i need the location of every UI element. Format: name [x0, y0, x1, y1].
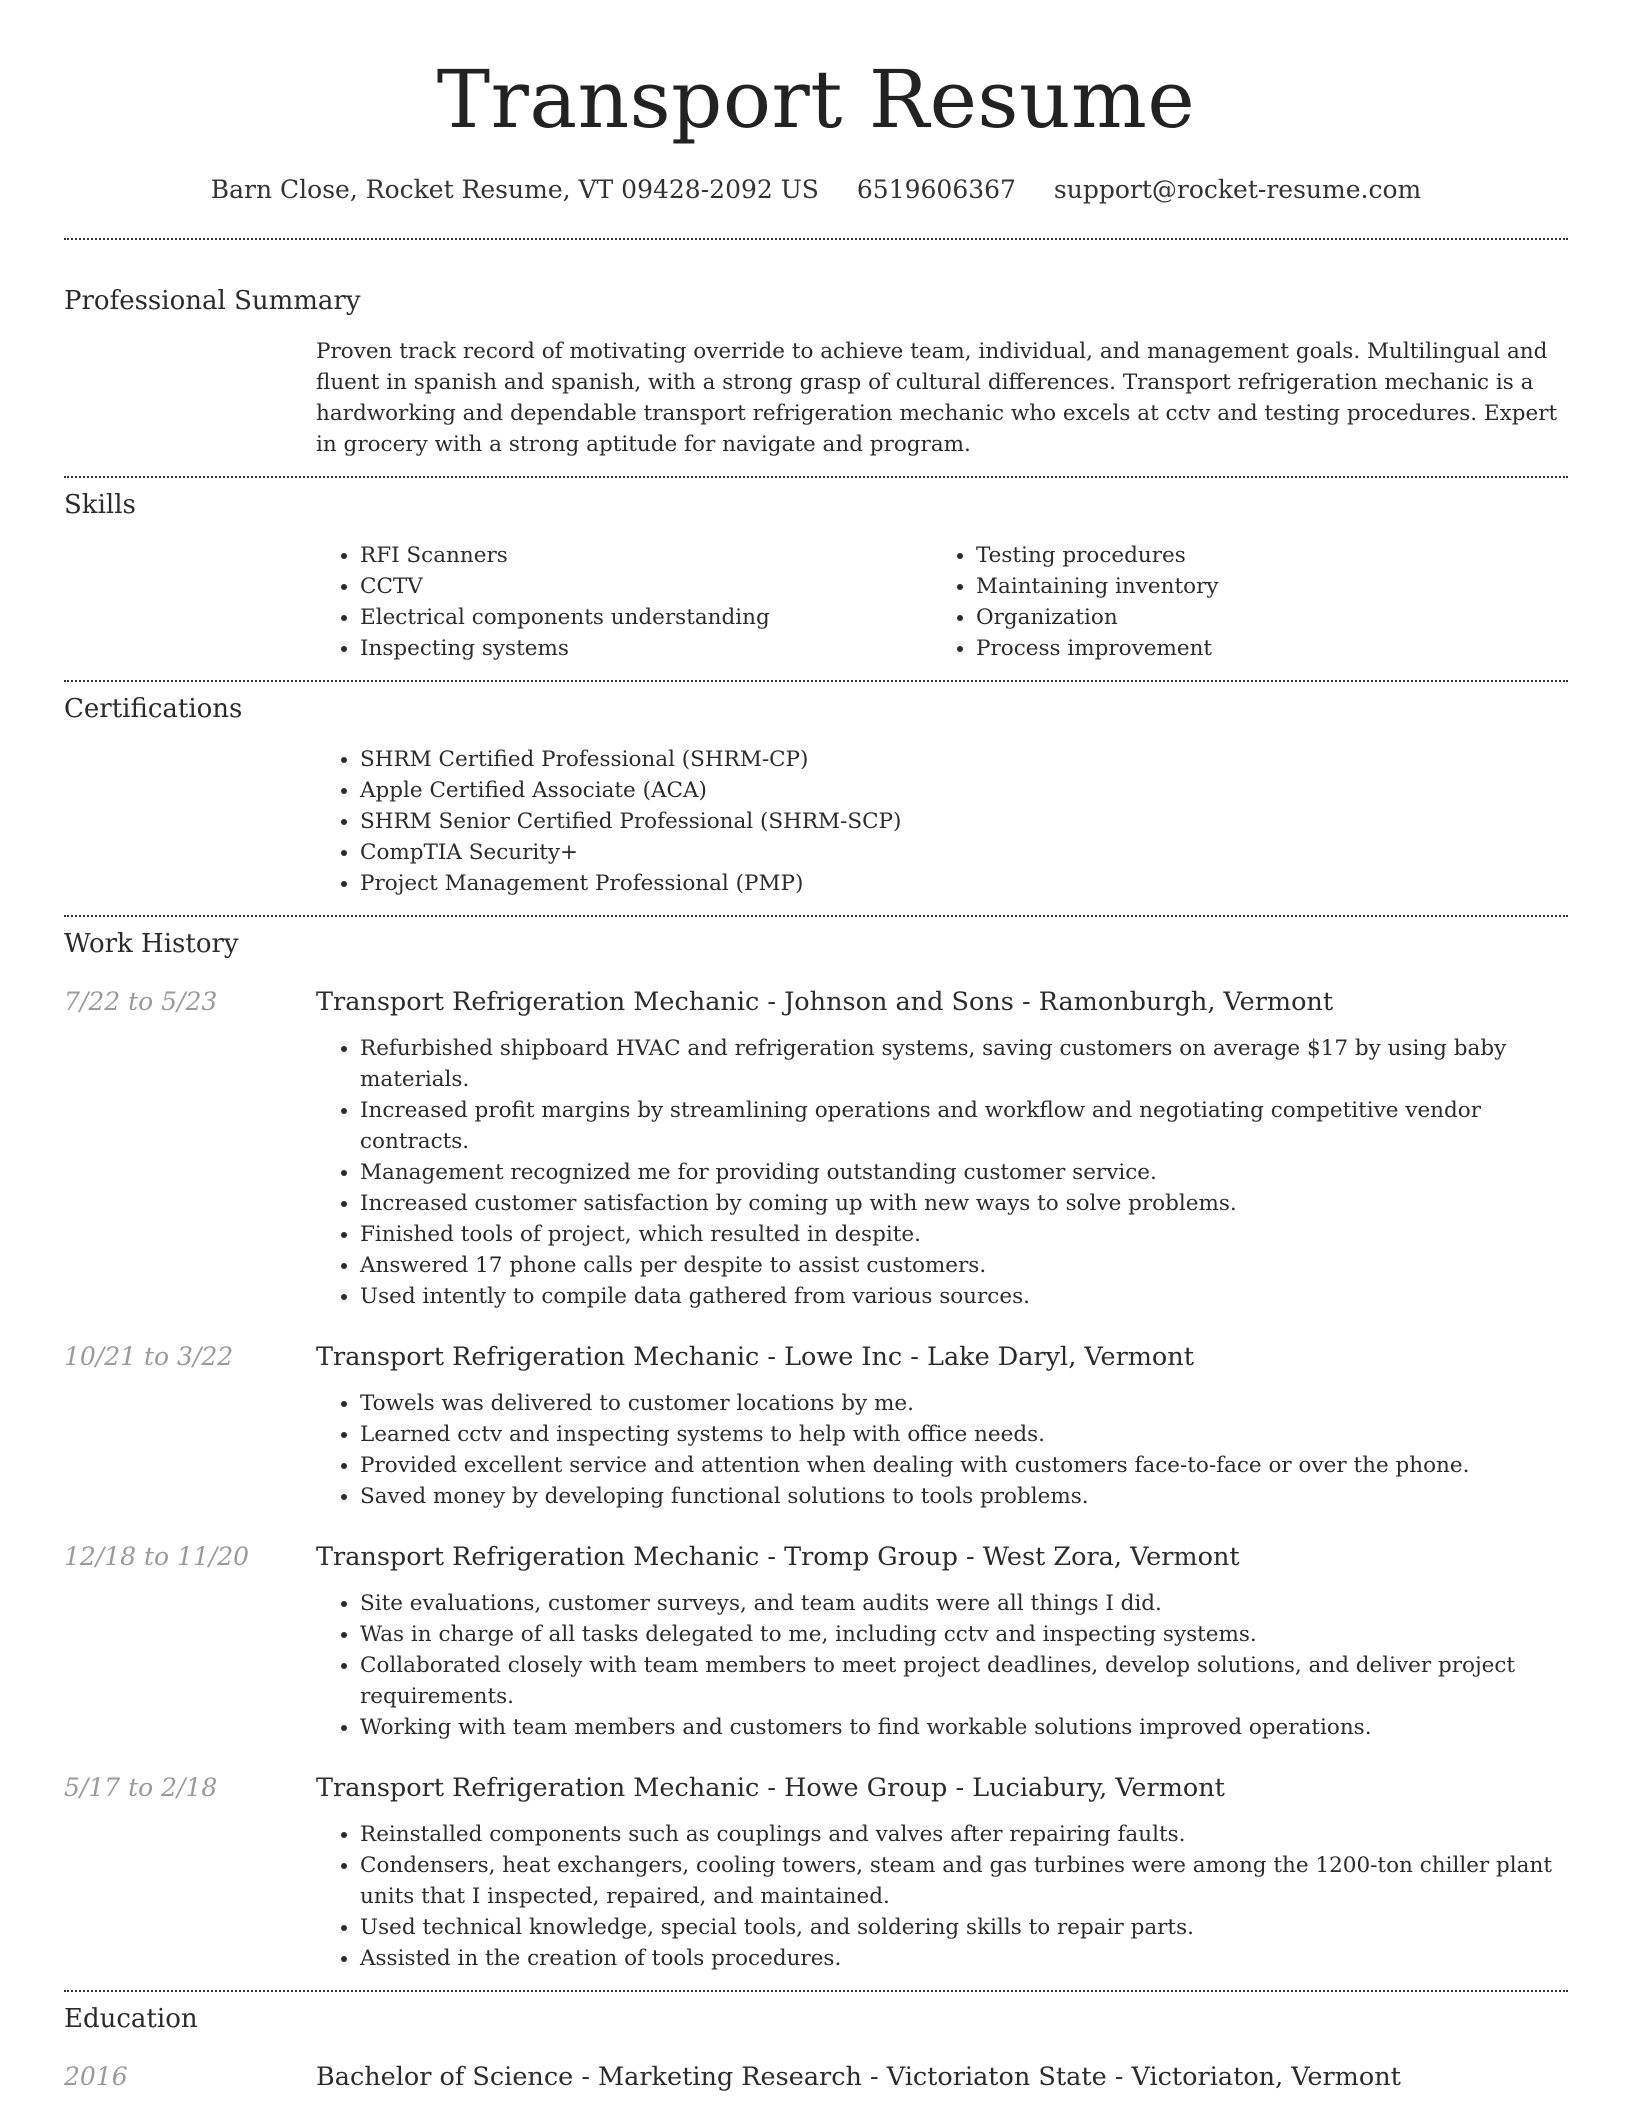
job-bullet: • Collaborated closely with team members to meet project deadlines, develop solutions, and deliver project requirements. [360, 1650, 1568, 1712]
skills-section [64, 478, 1568, 664]
job-date: 12/18 to 11/20 [64, 1542, 250, 1571]
certifications-section [64, 682, 1568, 899]
education-date: 2016 [64, 2062, 128, 2091]
job-header [64, 1540, 1568, 1574]
skills-grid [316, 540, 1568, 664]
certification-item: • CompTIA Security+ [360, 837, 1568, 868]
contact-phone: 6519606367 [856, 175, 1016, 204]
resume-name: Transport Resume [436, 53, 1196, 146]
job-bullet: • Was in charge of all tasks delegated to me, including cctv and inspecting systems. [360, 1619, 1568, 1650]
job-title: Transport Refrigeration Mechanic - Lowe Inc - Lake Daryl, Vermont [316, 1342, 1194, 1372]
job-bullets [316, 1819, 1568, 1974]
job-date: 10/21 to 3/22 [64, 1342, 234, 1371]
work-section [64, 917, 1568, 1974]
job-entry [64, 1771, 1568, 1974]
job-bullet-list [316, 1588, 1568, 1743]
skill-item: • Electrical components understanding [360, 602, 932, 633]
certifications-title: Certifications [64, 694, 243, 724]
education-entry [64, 2060, 1568, 2094]
contact-address: Barn Close, Rocket Resume, VT 09428-2092 US [210, 175, 819, 204]
job-entry [64, 1340, 1568, 1512]
job-bullet-list [316, 1033, 1568, 1312]
skill-item: • Testing procedures [976, 540, 1568, 571]
summary-body [316, 336, 1568, 460]
job-bullet: • Towels was delivered to customer locations by me. [360, 1388, 1568, 1419]
job-title: Transport Refrigeration Mechanic - Johnson and Sons - Ramonburgh, Vermont [316, 987, 1334, 1017]
job-bullet: • Increased customer satisfaction by coming up with new ways to solve problems. [360, 1188, 1568, 1219]
job-entry [64, 1540, 1568, 1743]
skills-list-left [316, 540, 932, 664]
education-title: Education [64, 2004, 198, 2034]
summary-section [64, 240, 1568, 460]
job-header [64, 1771, 1568, 1805]
skill-item: • Organization [976, 602, 1568, 633]
job-date: 5/17 to 2/18 [64, 1773, 218, 1802]
certifications-body [316, 744, 1568, 899]
job-bullet-list [316, 1819, 1568, 1974]
skill-item: • RFI Scanners [360, 540, 932, 571]
job-bullet: • Site evaluations, customer surveys, and team audits were all things I did. [360, 1588, 1568, 1619]
education-header [64, 2060, 1568, 2094]
job-bullet: • Working with team members and customers to find workable solutions improved operations. [360, 1712, 1568, 1743]
job-bullet: • Used technical knowledge, special tools, and soldering skills to repair parts. [360, 1912, 1568, 1943]
job-title: Transport Refrigeration Mechanic - Howe Group - Luciabury, Vermont [316, 1773, 1225, 1803]
skill-item: • Process improvement [976, 633, 1568, 664]
contact-email: support@rocket-resume.com [1053, 175, 1422, 204]
job-bullet: • Finished tools of project, which resulted in despite. [360, 1219, 1568, 1250]
job-bullets [316, 1033, 1568, 1312]
certification-item: • SHRM Certified Professional (SHRM-CP) [360, 744, 1568, 775]
job-title: Transport Refrigeration Mechanic - Tromp Group - West Zora, Vermont [316, 1542, 1240, 1572]
summary-text: Proven track record of motivating override to achieve team, individual, and management goals. Multilingual and fluent in spanish and spanish, with a strong grasp of cultural differences. Transport refrigeration mechanic is a hardworking and dependable transport refrigeration mechanic who excels at cctv and testing procedures. Expert in grocery with a strong aptitude for navigate and program. [316, 339, 1558, 457]
job-bullets [316, 1588, 1568, 1743]
job-header [64, 985, 1568, 1019]
job-bullet: • Provided excellent service and attention when dealing with customers face-to-face or over the phone. [360, 1450, 1568, 1481]
certification-item: • Project Management Professional (PMP) [360, 868, 1568, 899]
contact-line [64, 174, 1568, 206]
education-section [64, 1992, 1568, 2094]
job-bullet: • Increased profit margins by streamlining operations and workflow and negotiating competitive vendor contracts. [360, 1095, 1568, 1157]
skills-title: Skills [64, 490, 136, 520]
job-bullet: • Learned cctv and inspecting systems to help with office needs. [360, 1419, 1568, 1450]
skill-item: • Inspecting systems [360, 633, 932, 664]
job-bullet: • Management recognized me for providing outstanding customer service. [360, 1157, 1568, 1188]
job-bullet-list [316, 1388, 1568, 1512]
skill-item: • Maintaining inventory [976, 571, 1568, 602]
job-bullet: • Condensers, heat exchangers, cooling towers, steam and gas turbines were among the 1200-ton chiller plant units that I inspected, repaired, and maintained. [360, 1850, 1568, 1912]
job-bullet: • Saved money by developing functional solutions to tools problems. [360, 1481, 1568, 1512]
job-date: 7/22 to 5/23 [64, 987, 218, 1016]
skills-list-right [932, 540, 1568, 664]
certification-item: • SHRM Senior Certified Professional (SHRM-SCP) [360, 806, 1568, 837]
job-entry [64, 985, 1568, 1312]
job-bullets [316, 1388, 1568, 1512]
certification-item: • Apple Certified Associate (ACA) [360, 775, 1568, 806]
job-bullet: • Used intently to compile data gathered from various sources. [360, 1281, 1568, 1312]
skill-item: • CCTV [360, 571, 932, 602]
resume-header [64, 0, 1568, 206]
job-bullet: • Refurbished shipboard HVAC and refrigeration systems, saving customers on average $17 by using baby materials. [360, 1033, 1568, 1095]
job-bullet: • Answered 17 phone calls per despite to assist customers. [360, 1250, 1568, 1281]
job-bullet: • Assisted in the creation of tools procedures. [360, 1943, 1568, 1974]
summary-title: Professional Summary [64, 286, 361, 316]
job-bullet: • Reinstalled components such as couplings and valves after repairing faults. [360, 1819, 1568, 1850]
job-header [64, 1340, 1568, 1374]
education-title-text: Bachelor of Science - Marketing Research - Victoriaton State - Victoriaton, Vermont [316, 2062, 1401, 2092]
work-title: Work History [64, 929, 239, 959]
certifications-list [316, 744, 1568, 899]
